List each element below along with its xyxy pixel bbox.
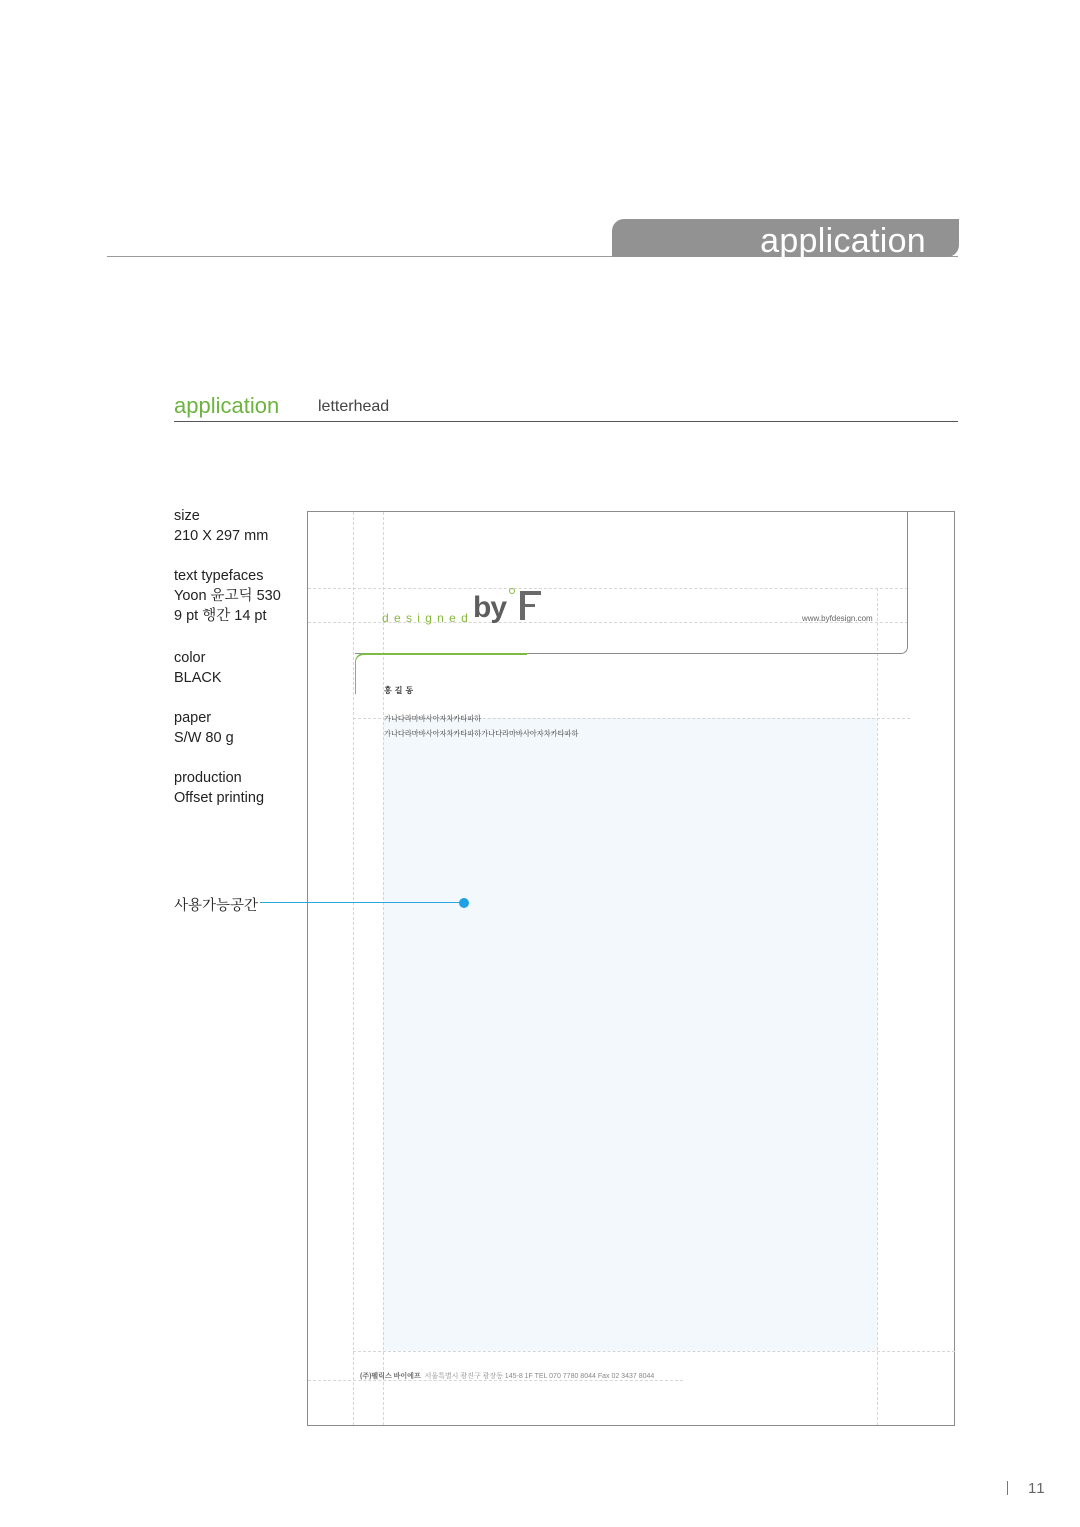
spec-title: text typefaces: [174, 568, 264, 584]
spec-production: [174, 768, 264, 808]
page-number: 11: [1028, 1480, 1046, 1497]
spec-value: 9 pt 행간 14 pt: [174, 608, 267, 624]
usable-area-label: 사용가능공간: [174, 898, 259, 914]
section-rule: [174, 421, 958, 422]
spec-typefaces: [174, 566, 281, 626]
letterhead-footer: [360, 1371, 654, 1381]
header-title: application: [760, 222, 926, 260]
section-label: application: [174, 393, 280, 418]
letterhead-body-line: 가나다라마바사아자차카타파하가나다라마바사아자차카타파하: [384, 729, 579, 738]
spec-value: S/W 80 g: [174, 730, 234, 746]
logo-by-text: by: [473, 591, 507, 624]
letterhead-header-accent: [355, 653, 527, 694]
footer-company: (주)펠릭스 바이에프: [360, 1373, 421, 1380]
spec-title: color: [174, 650, 206, 666]
spec-title: production: [174, 770, 242, 786]
usable-area-pointer-line: [260, 902, 464, 903]
logo-designed-text: designed: [382, 611, 474, 625]
logo-f-icon-mid: [520, 604, 535, 607]
guide-line: [353, 512, 354, 1425]
footer-address: 서울특별시 광진구 광장동 145-8 1F TEL 070 7780 8044 Fax 02 3437 8044: [424, 1373, 655, 1380]
spec-size: [174, 506, 268, 546]
letterhead-url: www.byfdesign.com: [802, 614, 873, 623]
letterhead-recipient-name: 홍길동: [384, 686, 417, 695]
spec-paper: [174, 708, 234, 748]
letterhead-header-frame: [355, 511, 908, 654]
spec-title: size: [174, 508, 200, 524]
spec-value: 210 X 297 mm: [174, 528, 269, 544]
section-subtitle: letterhead: [318, 398, 390, 415]
spec-title: paper: [174, 710, 212, 726]
logo-dot-icon: [509, 588, 515, 594]
letterhead-body-line: 가나다라마바사아자차카타파하: [384, 714, 482, 723]
page-number-divider: [1007, 1481, 1008, 1495]
usable-area-pointer-dot: [459, 898, 469, 908]
guide-line: [353, 1351, 955, 1352]
spec-value: Offset printing: [174, 790, 265, 806]
usable-area: [383, 718, 877, 1351]
spec-value: Yoon 윤고딕 530: [174, 588, 281, 604]
logo-f-icon-bar: [520, 591, 541, 595]
guide-line: [877, 588, 878, 1425]
spec-color: [174, 648, 222, 688]
spec-value: BLACK: [174, 670, 222, 686]
